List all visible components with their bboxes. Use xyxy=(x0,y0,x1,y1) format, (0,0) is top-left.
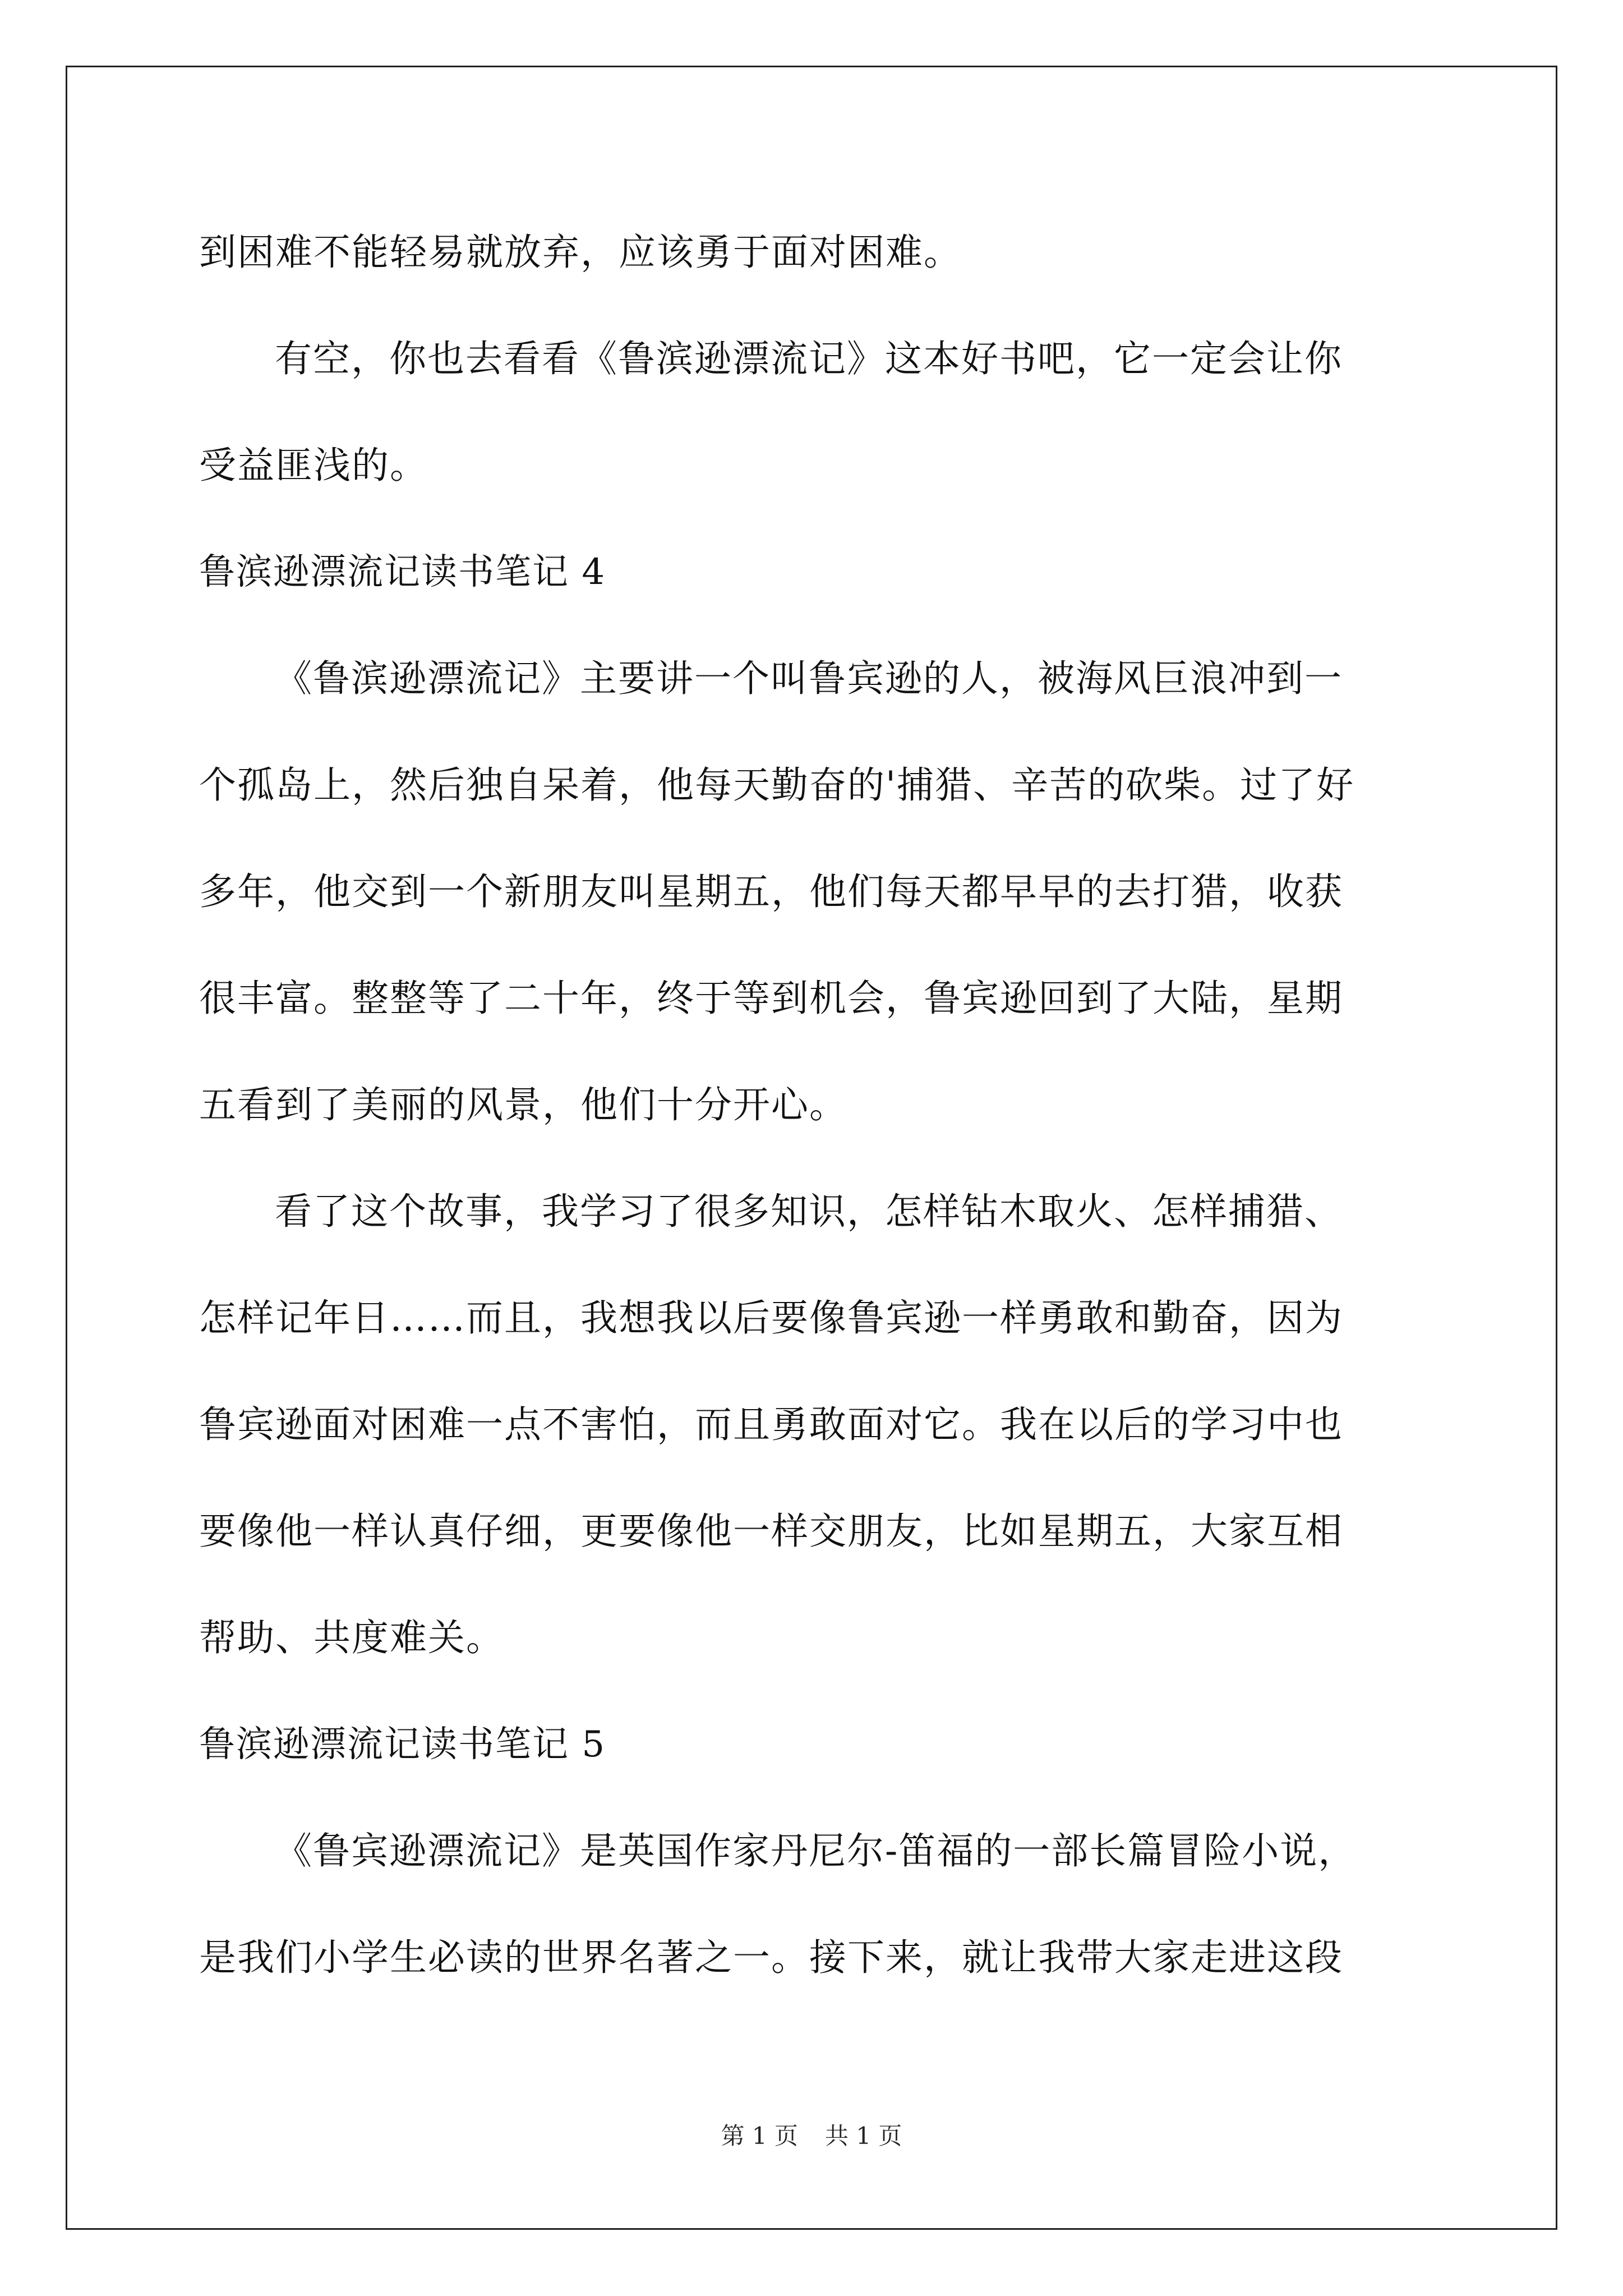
text-line: 很丰富。整整等了二十年，终于等到机会，鲁宾逊回到了大陆，星期 xyxy=(199,977,1343,1020)
paragraph-line: 《鲁宾逊漂流记》是英国作家丹尼尔-笛福的一部长篇冒险小说， xyxy=(275,1829,1357,1872)
text-line: 要像他一样认真仔细，更要像他一样交朋友，比如星期五，大家互相 xyxy=(199,1510,1343,1553)
paragraph-line: 看了这个故事，我学习了很多知识，怎样钻木取火、怎样捕猎、 xyxy=(275,1190,1343,1233)
page-total: 共 1 页 xyxy=(825,2122,902,2150)
page-number: 第 1 页 xyxy=(721,2122,798,2150)
paragraph-line: 《鲁滨逊漂流记》主要讲一个叫鲁宾逊的人，被海风巨浪冲到一 xyxy=(275,657,1343,700)
section-heading: 鲁滨逊漂流记读书笔记 5 xyxy=(199,1724,606,1765)
page-border xyxy=(66,66,1557,2230)
text-line: 帮助、共度难关。 xyxy=(199,1616,504,1659)
text-line: 是我们小学生必读的世界名著之一。接下来，就让我带大家走进这段 xyxy=(199,1936,1343,1979)
text-line: 五看到了美丽的风景，他们十分开心。 xyxy=(199,1083,847,1126)
page-footer xyxy=(0,2119,1623,2153)
text-line: 鲁宾逊面对困难一点不害怕，而且勇敢面对它。我在以后的学习中也 xyxy=(199,1403,1343,1446)
text-line: 多年，他交到一个新朋友叫星期五，他们每天都早早的去打猎，收获 xyxy=(199,870,1343,913)
text-line: 怎样记年日……而且，我想我以后要像鲁宾逊一样勇敢和勤奋，因为 xyxy=(199,1296,1343,1340)
paragraph-line: 有空，你也去看看《鲁滨逊漂流记》这本好书吧，它一定会让你 xyxy=(275,337,1343,380)
text-line: 受益匪浅的。 xyxy=(199,444,428,487)
text-line: 个孤岛上，然后独自呆着，他每天勤奋的'捕猎、辛苦的砍柴。过了好 xyxy=(199,763,1355,807)
section-heading: 鲁滨逊漂流记读书笔记 4 xyxy=(199,551,606,593)
text-line: 到困难不能轻易就放弃，应该勇于面对困难。 xyxy=(199,231,962,274)
